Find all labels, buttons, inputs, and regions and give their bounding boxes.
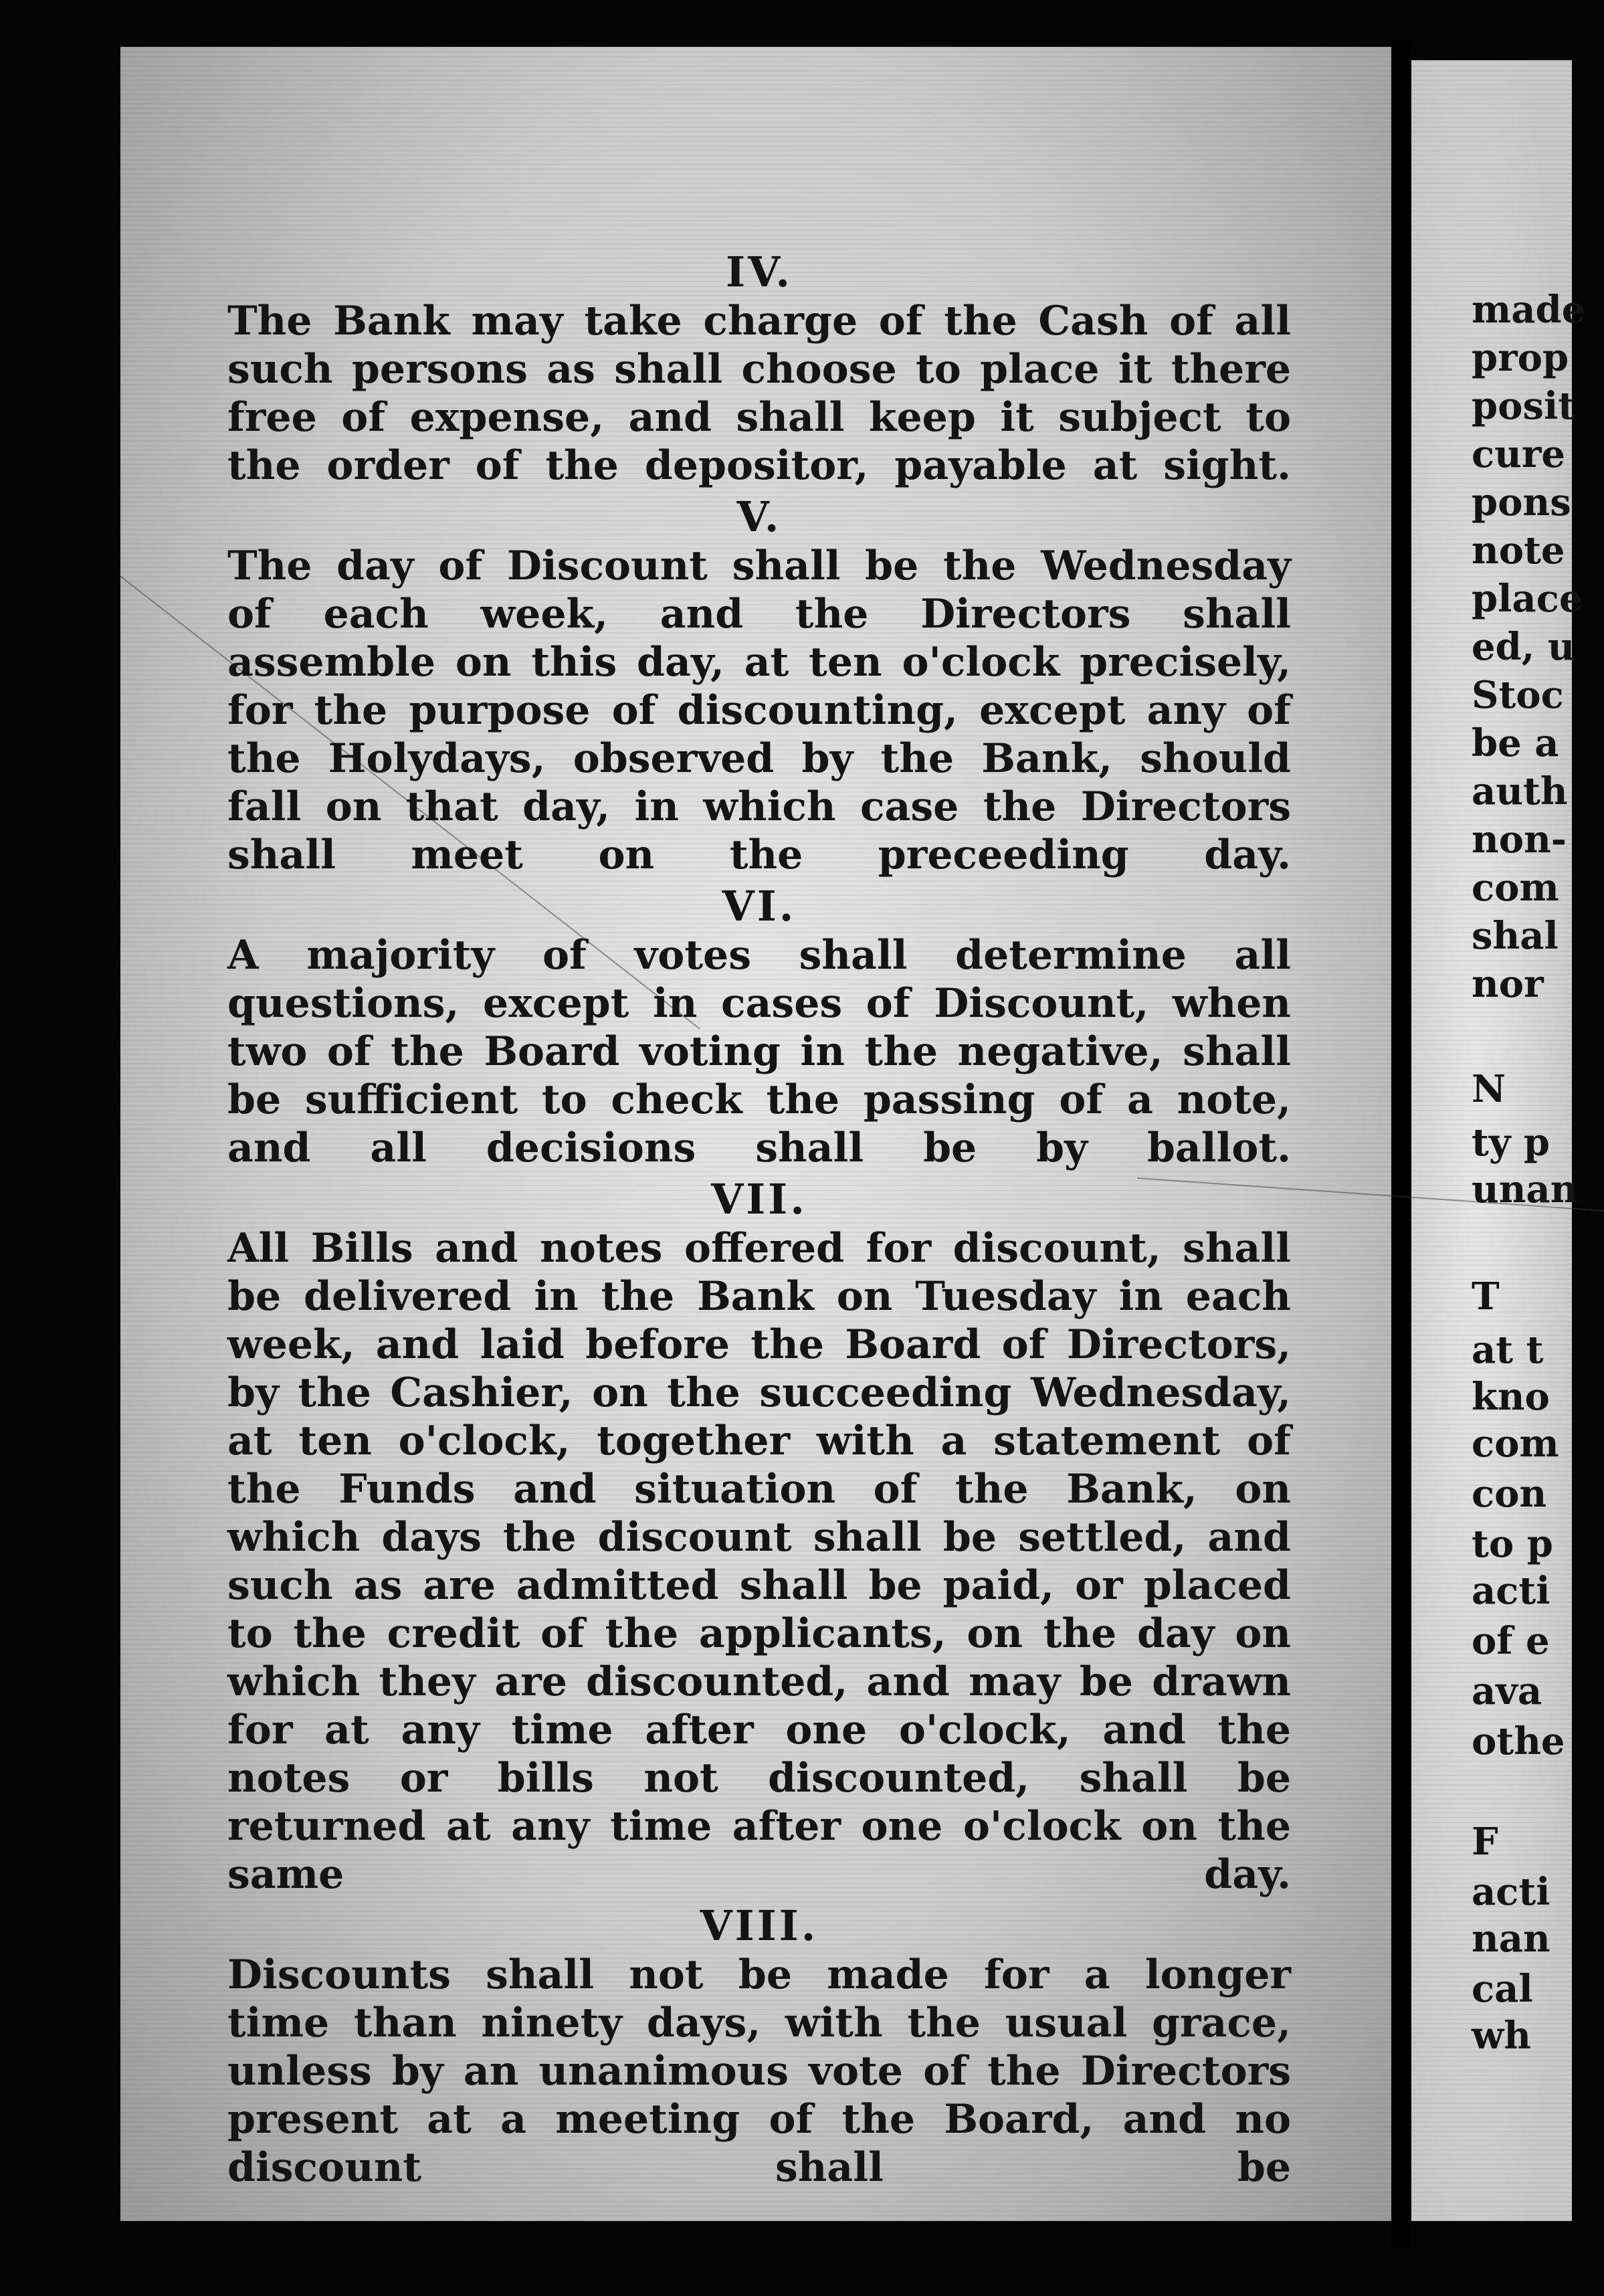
right-page-line-fragment: prop — [1472, 336, 1569, 380]
section-text: All Bills and notes offered for discount, shall be delivered in the Bank on Tuesday in each week, and laid before the Board of Directors, by the Cashier, on the succeeding Wednesday, at ten o'clock, together with a statement of the Funds and situation of the Bank, on which days the discount shall be settled, and such as are admitted shall be paid, or placed to the credit of the applicants, on the day on which they are discounted, and may be drawn for at any time after one o'clock, and the notes or bills not discounted, shall be returned at any time after one o'clock on the same day. — [227, 1225, 1291, 1898]
right-page-line-fragment: com — [1472, 1422, 1559, 1466]
right-page-line-fragment: of e — [1472, 1619, 1550, 1663]
section-heading: V. — [736, 492, 782, 541]
section-text: The Bank may take charge of the Cash of all such persons as shall choose to place it there free of expense, and shall keep it subject to the order of the depositor, payable at sight. — [227, 298, 1291, 489]
right-page-line-fragment: T — [1472, 1274, 1500, 1319]
right-page-line-fragment: auth — [1472, 769, 1568, 814]
right-page-line-fragment: be a — [1472, 721, 1559, 765]
right-page-line-fragment: ty p — [1472, 1121, 1550, 1165]
right-page-line-fragment: unan — [1472, 1167, 1578, 1212]
right-page-line-fragment: kno — [1472, 1375, 1550, 1419]
right-page-line-fragment: con — [1472, 1472, 1547, 1516]
section-heading: VIII. — [700, 1901, 819, 1950]
right-page-line-fragment: ed, u — [1472, 625, 1575, 669]
section-vii — [227, 1175, 1291, 1899]
right-page-line-fragment: place — [1472, 577, 1583, 621]
right-page-line-fragment: N — [1472, 1067, 1506, 1111]
right-page-line-fragment: acti — [1472, 1870, 1550, 1914]
right-page-line-fragment: posit — [1472, 384, 1576, 428]
right-page-line-fragment: nor — [1472, 962, 1544, 1006]
section-heading: IV. — [726, 248, 793, 296]
right-page-line-fragment: ava — [1472, 1669, 1542, 1713]
section-viii — [227, 1901, 1291, 2192]
right-page-line-fragment: to p — [1472, 1522, 1553, 1566]
book-gutter — [1391, 40, 1411, 2248]
right-page-line-fragment: cal — [1472, 1967, 1533, 2011]
right-page-line-fragment: F — [1472, 1820, 1498, 1864]
section-vi — [227, 882, 1291, 1172]
text-column — [227, 248, 1291, 2194]
right-page-line-fragment: non- — [1472, 818, 1567, 862]
right-page-line-fragment: cure — [1472, 432, 1565, 476]
section-v — [227, 492, 1291, 879]
right-page-line-fragment: made — [1472, 288, 1586, 332]
right-page-line-fragment: com — [1472, 866, 1559, 910]
right-page-line-fragment: pons — [1472, 480, 1571, 524]
right-page-line-fragment: nan — [1472, 1917, 1550, 1961]
right-page-line-fragment: othe — [1472, 1719, 1565, 1763]
right-page-line-fragment: wh — [1472, 2014, 1531, 2058]
section-text: A majority of votes shall determine all questions, except in cases of Discount, when two of the Board voting in the negative, shall be sufficient to check the passing of a note, and all decisions shall be by ballot. — [227, 932, 1291, 1171]
section-text: The day of Discount shall be the Wednesday of each week, and the Directors shall assemble on this day, at ten o'clock precisely, for the purpose of discounting, except any of the Holydays, observed by the Bank, should fall on that day, in which case the Directors shall meet on the preceeding day. — [227, 543, 1291, 878]
section-text: Discounts shall not be made for a longer time than ninety days, with the usual grace, unless by an unanimous vote of the Directors present at a meeting of the Board, and no discount shall be — [227, 1951, 1291, 2191]
section-heading: VII. — [711, 1175, 807, 1224]
right-page-line-fragment: at t — [1472, 1328, 1544, 1372]
right-page-line-fragment: acti — [1472, 1569, 1550, 1613]
right-page-line-fragment: note — [1472, 529, 1565, 573]
section-iv — [227, 248, 1291, 490]
section-heading: VI. — [722, 882, 797, 931]
right-page-line-fragment: shal — [1472, 914, 1559, 958]
right-page-line-fragment: Stoc — [1472, 673, 1564, 717]
